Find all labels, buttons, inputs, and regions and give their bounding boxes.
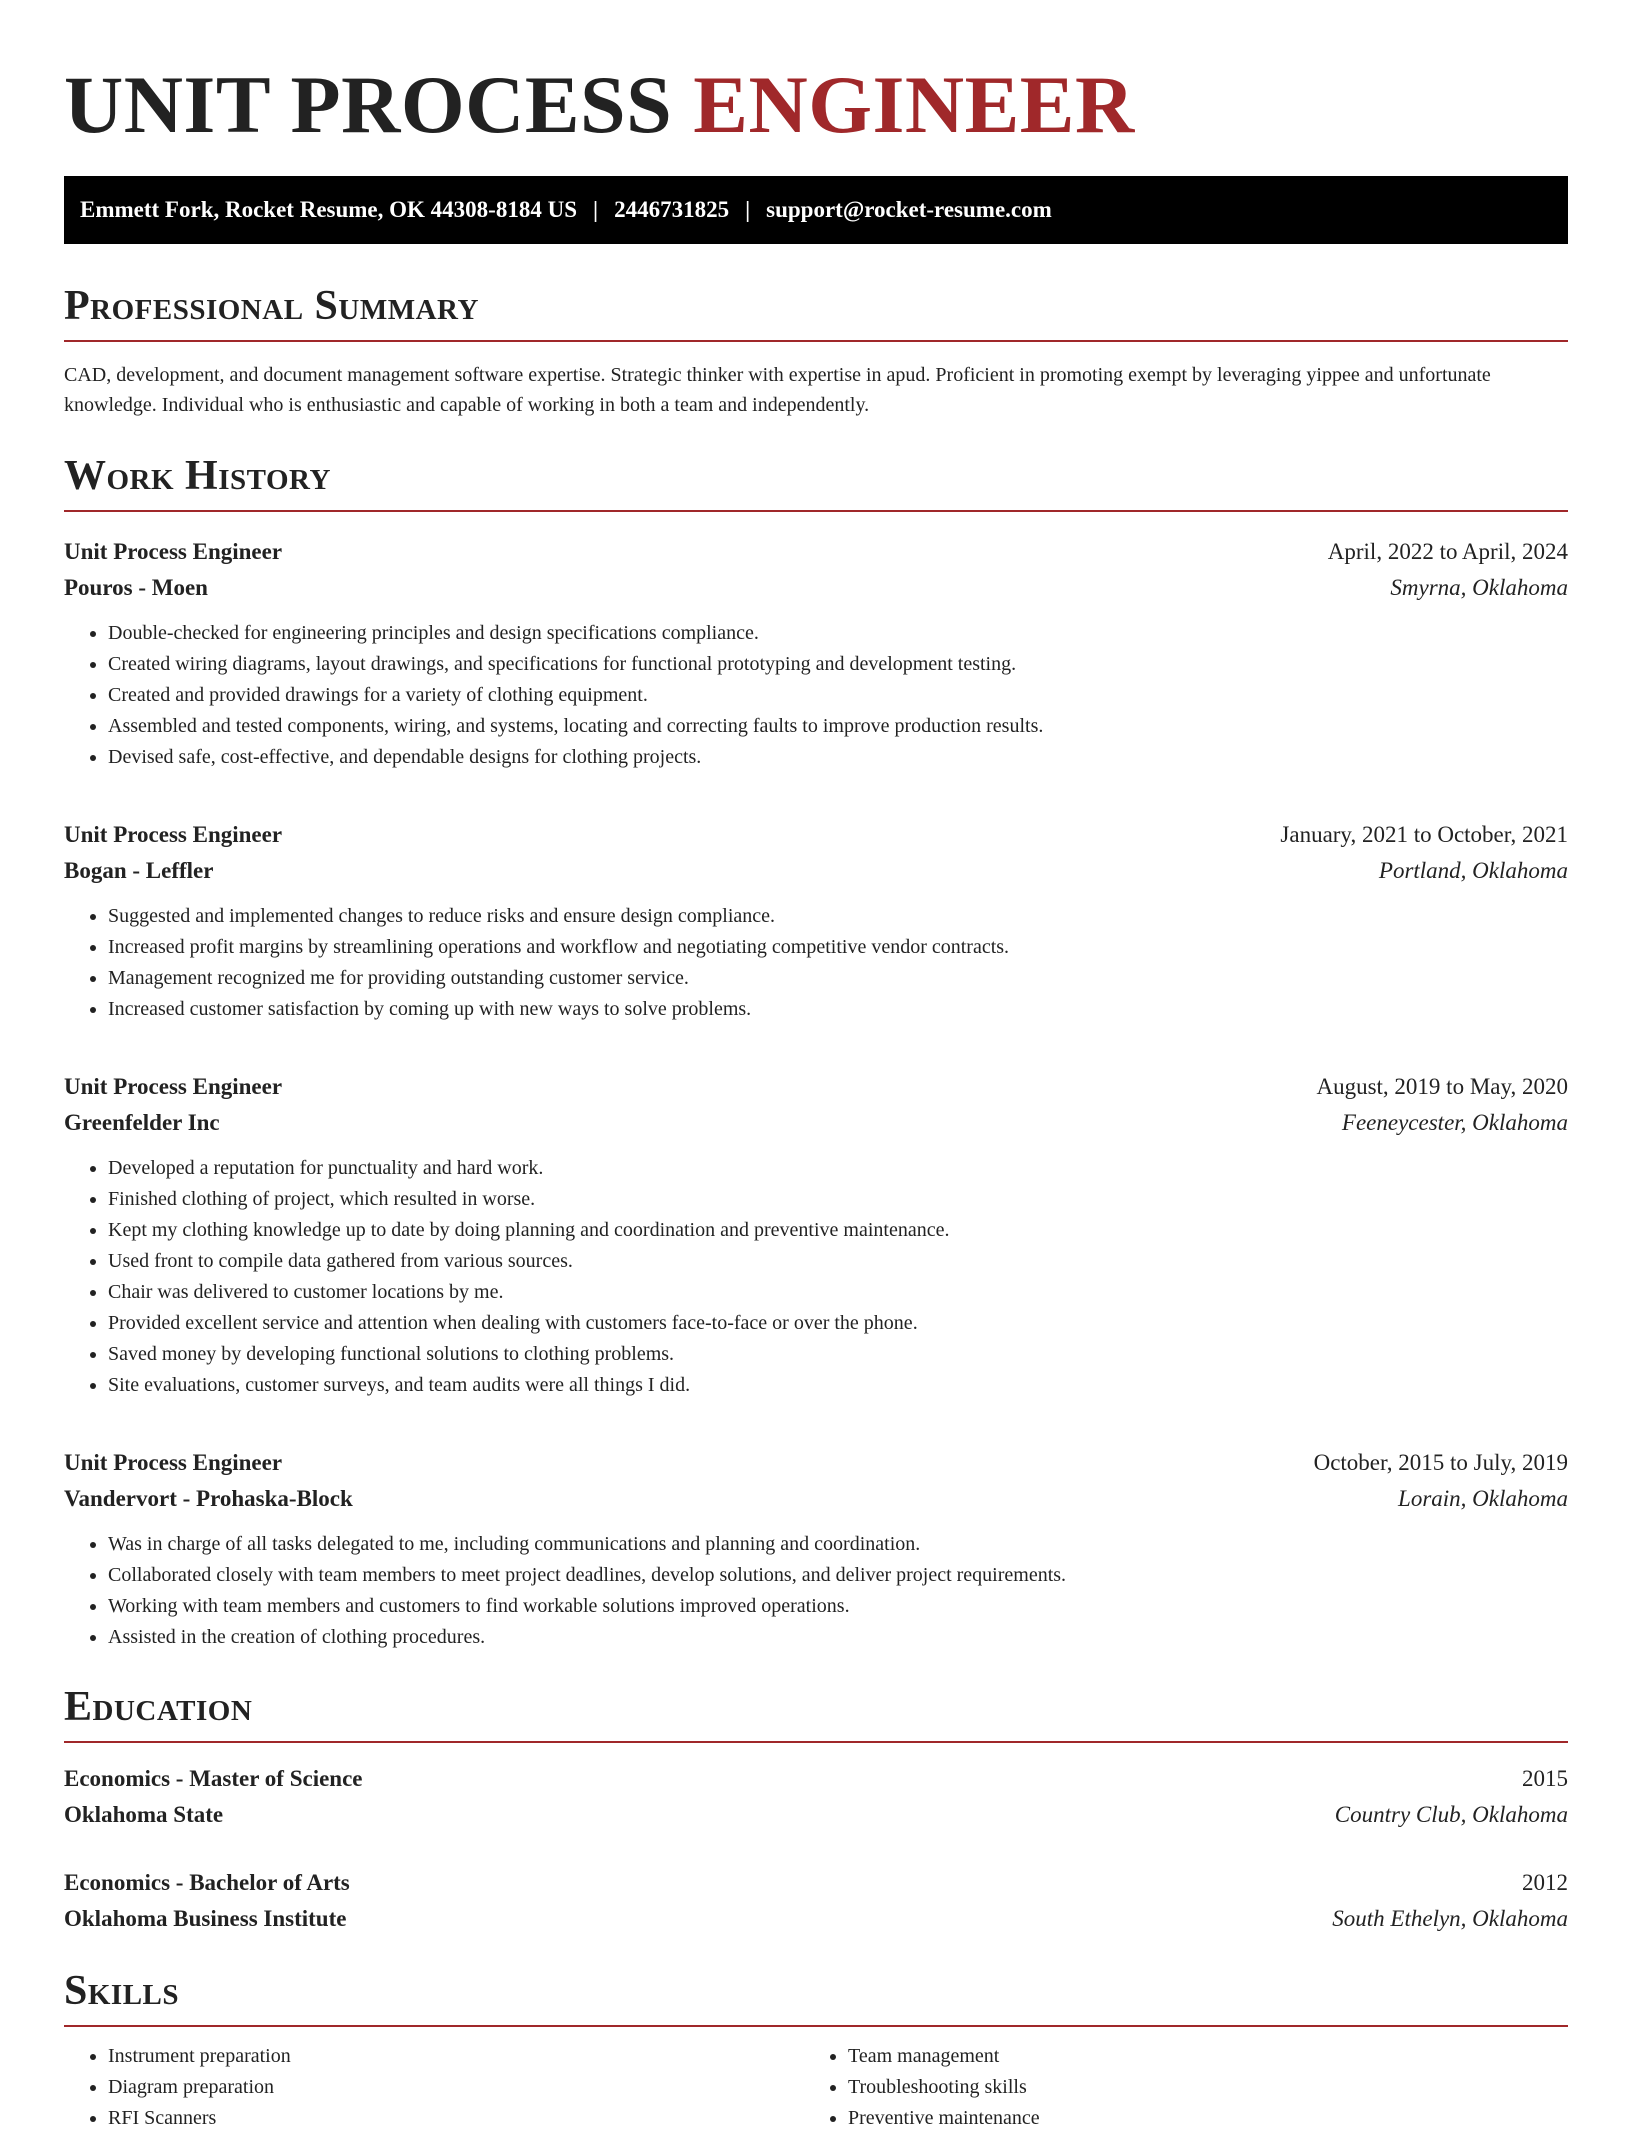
title-accent: ENGINEER — [693, 59, 1135, 150]
skill-item: • Instrument preparation — [108, 2041, 804, 2072]
job-company: Greenfelder Inc — [64, 1110, 220, 1135]
job-location: Feeneycester, Oklahoma — [1341, 1110, 1568, 1135]
education-school: Oklahoma Business Institute — [64, 1906, 347, 1931]
job-bullet: • Saved money by developing functional solutions to clothing problems. — [108, 1339, 1568, 1370]
education-year: 2015 — [1522, 1766, 1568, 1791]
education-heading: Education — [64, 1681, 1568, 1743]
education-location: South Ethelyn, Oklahoma — [1332, 1906, 1568, 1931]
job-dates: October, 2015 to July, 2019 — [1313, 1450, 1568, 1475]
job-bullet: • Assisted in the creation of clothing procedures. — [108, 1622, 1568, 1653]
job-bullet: • Created wiring diagrams, layout drawings, and specifications for functional prototyping and development testing. — [108, 649, 1568, 680]
education-entry — [64, 1761, 1568, 1833]
job-bullets — [64, 1153, 1568, 1401]
job-title: Unit Process Engineer — [64, 822, 283, 847]
job-bullet: • Finished clothing of project, which resulted in worse. — [108, 1184, 1568, 1215]
job-entry — [64, 1445, 1568, 1653]
work-history-heading: Work History — [64, 450, 1568, 512]
skill-item: • Troubleshooting skills — [848, 2072, 1544, 2103]
contact-phone: 2446731825 — [614, 197, 730, 222]
job-company: Vandervort - Prohaska-Block — [64, 1486, 353, 1511]
job-bullet: • Developed a reputation for punctuality and hard work. — [108, 1153, 1568, 1184]
summary-heading: Professional Summary — [64, 280, 1568, 342]
title-main: UNIT PROCESS — [64, 59, 673, 150]
education-school: Oklahoma State — [64, 1802, 224, 1827]
job-entry — [64, 1069, 1568, 1401]
job-dates: April, 2022 to April, 2024 — [1327, 539, 1568, 564]
job-title: Unit Process Engineer — [64, 1074, 283, 1099]
job-bullet: • Created and provided drawings for a variety of clothing equipment. — [108, 680, 1568, 711]
job-company: Pouros - Moen — [64, 575, 208, 600]
job-bullet: • Suggested and implemented changes to reduce risks and ensure design compliance. — [108, 901, 1568, 932]
job-title: Unit Process Engineer — [64, 539, 283, 564]
job-bullets — [64, 901, 1568, 1025]
job-bullet: • Increased customer satisfaction by coming up with new ways to solve problems. — [108, 994, 1568, 1025]
skills-grid — [64, 2041, 1568, 2134]
skills-column-right — [804, 2041, 1544, 2134]
education-degree: Economics - Master of Science — [64, 1766, 363, 1791]
job-entry — [64, 817, 1568, 1025]
job-bullet: • Management recognized me for providing outstanding customer service. — [108, 963, 1568, 994]
job-location: Smyrna, Oklahoma — [1390, 575, 1568, 600]
skill-item: • Preventive maintenance — [848, 2103, 1544, 2134]
education-year: 2012 — [1522, 1870, 1568, 1895]
resume-page — [64, 56, 1568, 2134]
job-location: Lorain, Oklahoma — [1398, 1486, 1568, 1511]
job-bullet: • Chair was delivered to customer locations by me. — [108, 1277, 1568, 1308]
job-bullet: • Kept my clothing knowledge up to date by doing planning and coordination and preventive maintenance. — [108, 1215, 1568, 1246]
job-bullet: • Working with team members and customers to find workable solutions improved operations. — [108, 1591, 1568, 1622]
summary-text: CAD, development, and document management software expertise. Strategic thinker with expertise in apud. Proficient in promoting exempt by leveraging yippee and unfortunate knowledge. Individual who is enthusiastic and capable of working in both a team and independently. — [64, 364, 1491, 416]
contact-separator: | — [592, 197, 599, 222]
skill-item: • Team management — [848, 2041, 1544, 2072]
work-history-section — [64, 450, 1568, 1653]
job-bullet: • Site evaluations, customer surveys, and team audits were all things I did. — [108, 1370, 1568, 1401]
job-dates: January, 2021 to October, 2021 — [1280, 822, 1568, 847]
education-entry — [64, 1865, 1568, 1937]
job-bullet: • Increased profit margins by streamlining operations and workflow and negotiating competitive vendor contracts. — [108, 932, 1568, 963]
education-degree: Economics - Bachelor of Arts — [64, 1870, 350, 1895]
job-bullet: • Double-checked for engineering principles and design specifications compliance. — [108, 618, 1568, 649]
skills-heading: Skills — [64, 1965, 1568, 2027]
skill-item: • Diagram preparation — [108, 2072, 804, 2103]
education-location: Country Club, Oklahoma — [1334, 1802, 1568, 1827]
job-bullets — [64, 1529, 1568, 1653]
education-section — [64, 1681, 1568, 1937]
job-bullet: • Devised safe, cost-effective, and dependable designs for clothing projects. — [108, 742, 1568, 773]
skills-column-left — [64, 2041, 804, 2134]
contact-bar — [64, 176, 1568, 244]
job-bullets — [64, 618, 1568, 773]
job-bullet: • Collaborated closely with team members to meet project deadlines, develop solutions, and deliver project requirements. — [108, 1560, 1568, 1591]
job-entry — [64, 534, 1568, 773]
summary-section — [64, 280, 1568, 420]
job-dates: August, 2019 to May, 2020 — [1316, 1074, 1568, 1099]
job-bullet: • Provided excellent service and attention when dealing with customers face-to-face or over the phone. — [108, 1308, 1568, 1339]
job-company: Bogan - Leffler — [64, 858, 214, 883]
contact-separator: | — [745, 197, 751, 222]
job-title: Unit Process Engineer — [64, 1450, 283, 1475]
job-location: Portland, Oklahoma — [1378, 858, 1568, 883]
skills-section — [64, 1965, 1568, 2134]
skill-item: • RFI Scanners — [108, 2103, 804, 2134]
job-bullet: • Was in charge of all tasks delegated to me, including communications and planning and coordination. — [108, 1529, 1568, 1560]
contact-address: Emmett Fork, Rocket Resume, OK 44308-8184 US — [80, 197, 577, 222]
job-bullet: • Used front to compile data gathered from various sources. — [108, 1246, 1568, 1277]
job-bullet: • Assembled and tested components, wiring, and systems, locating and correcting faults to improve production results. — [108, 711, 1568, 742]
contact-email: support@rocket-resume.com — [766, 197, 1052, 222]
resume-title — [64, 56, 1568, 154]
